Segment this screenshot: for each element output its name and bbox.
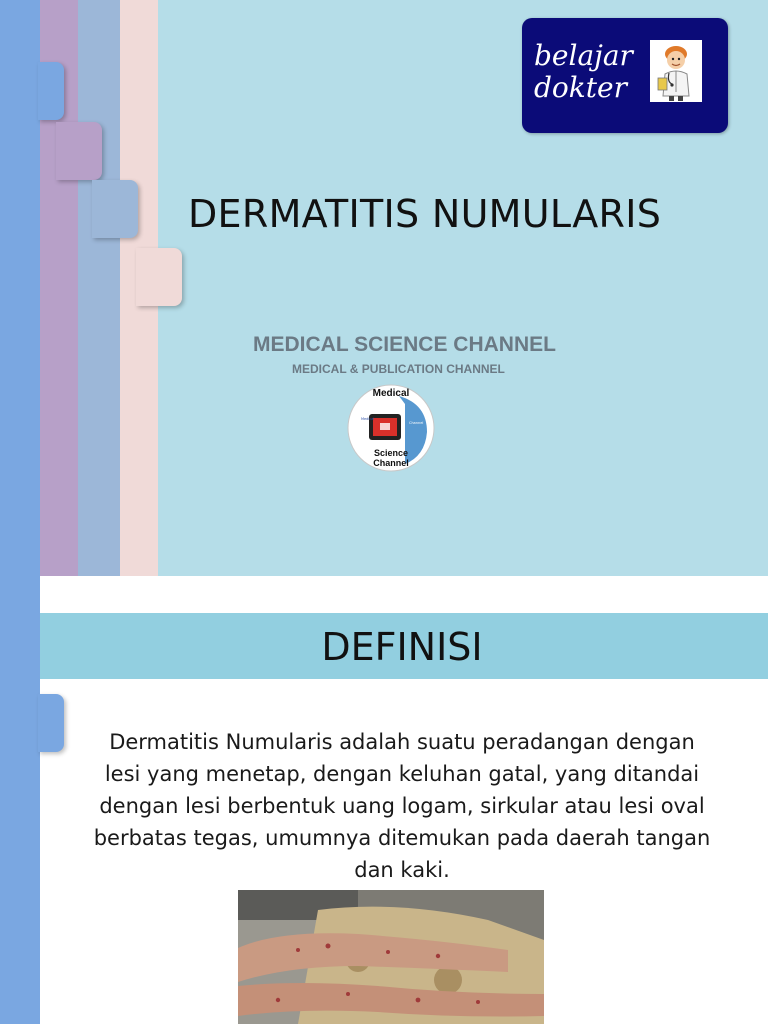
- channel-name: MEDICAL SCIENCE CHANNEL: [253, 333, 556, 356]
- svg-text:Medical: Medical: [361, 417, 375, 421]
- decor-tab-purple: [56, 122, 102, 180]
- logo-line-2: dokter: [534, 71, 627, 104]
- slide-title: DERMATITIS NUMULARIS: [188, 192, 662, 236]
- logo-line-1: belajar: [534, 39, 633, 72]
- badge-label-top: Medical: [372, 388, 410, 399]
- clinical-photo: [238, 890, 544, 1024]
- decor-tab-blue-2: [38, 694, 64, 752]
- definition-heading: DEFINISI: [321, 625, 483, 669]
- badge-label-channel: Channel: [373, 458, 409, 468]
- logo-wordmark: [534, 40, 633, 104]
- decor-strip-blue-2: [0, 576, 40, 1024]
- doctor-icon: [650, 40, 702, 102]
- belajar-dokter-logo: [522, 18, 728, 133]
- decor-tab-pink: [136, 248, 182, 306]
- decor-tab-blue: [38, 62, 64, 120]
- definition-text: Dermatitis Numularis adalah suatu peradangan dengan lesi yang menetap, dengan keluhan gatal, yang ditandai dengan lesi berbentuk uang logam, sirkular atau lesi oval berbatas tegas, umumnya ditemukan pada daerah tangan dan kaki.: [93, 730, 711, 882]
- definition-slide: [0, 576, 768, 1024]
- channel-subtitle: MEDICAL & PUBLICATION CHANNEL: [292, 362, 505, 376]
- decor-strip-steel: [78, 0, 120, 576]
- badge-label-science: Science: [373, 448, 409, 458]
- decor-strip-blue: [0, 0, 40, 576]
- svg-text:Channel: Channel: [409, 421, 424, 425]
- decor-tab-steel: [92, 180, 138, 238]
- channel-badge-logo: [347, 384, 435, 472]
- heading-band: [40, 613, 768, 679]
